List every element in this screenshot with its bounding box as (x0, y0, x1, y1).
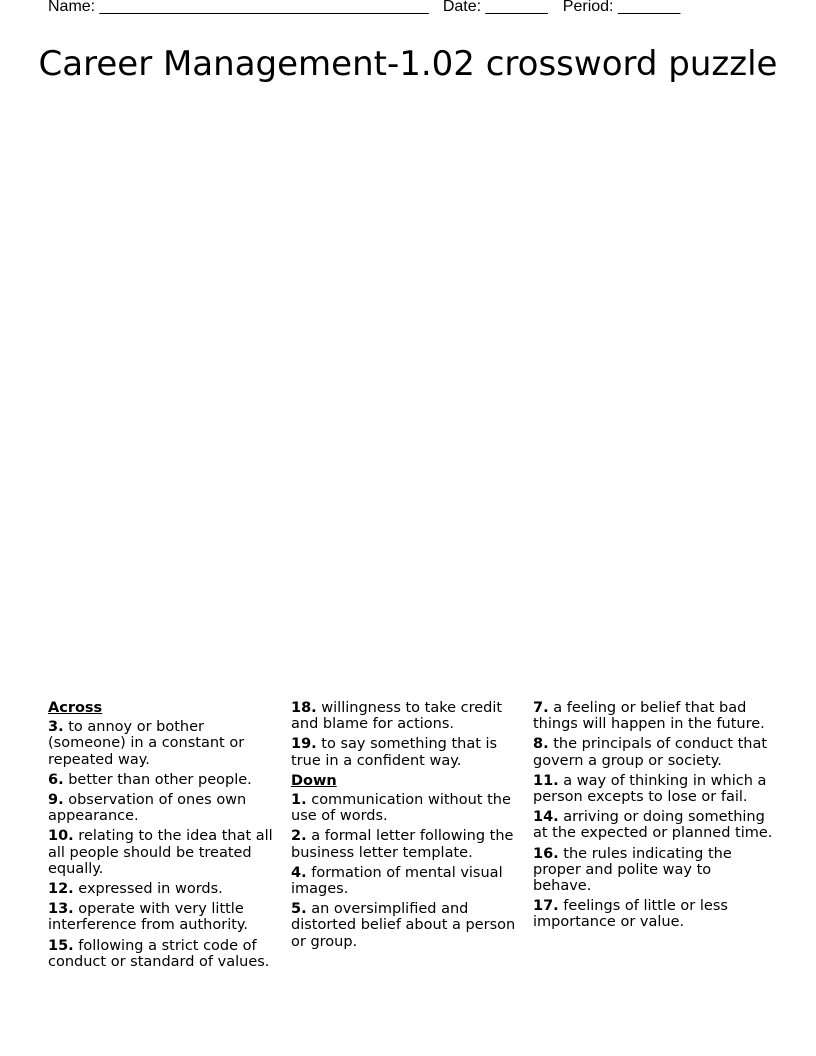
clue-number: 2. (291, 828, 307, 845)
clue-number: 4. (291, 864, 307, 881)
down-heading: Down (291, 772, 337, 789)
clue-text: observation of ones own appearance. (48, 792, 247, 825)
clue-number: 3. (48, 719, 64, 736)
clue-across-10 (48, 828, 284, 877)
clue-text: the principals of conduct that govern a group or society. (533, 736, 768, 769)
clue-text: to say something that is true in a confident way. (291, 736, 498, 769)
clue-text: arriving or doing something at the expected or planned time. (533, 809, 773, 842)
clue-down-8 (533, 736, 773, 768)
clue-text: formation of mental visual images. (291, 864, 503, 898)
clue-text: relating to the idea that all all people should be treated equally. (48, 828, 273, 877)
clue-across-19 (291, 736, 525, 768)
clue-number: 16. (533, 845, 559, 862)
crossword-grid-area (48, 100, 768, 690)
clue-across-6 (48, 772, 284, 788)
clue-across-18 (291, 700, 525, 732)
clue-text: following a strict code of conduct or standard of values. (48, 937, 270, 970)
clue-across-12 (48, 881, 284, 897)
clue-number: 12. (48, 881, 74, 898)
clue-text: to annoy or bother (someone) in a constant or repeated way. (48, 719, 245, 768)
clues-section (48, 700, 778, 970)
clue-down-5 (291, 901, 525, 950)
clue-down-17 (533, 898, 773, 930)
clue-number: 14. (533, 809, 559, 826)
clue-number: 5. (291, 901, 307, 918)
clue-down-11 (533, 773, 773, 805)
page-title: Career Management-1.02 crossword puzzle (38, 44, 778, 84)
clue-text: a way of thinking in which a person excepts to lose or fail. (533, 772, 767, 806)
across-heading: Across (48, 700, 103, 716)
clue-down-2 (291, 828, 525, 860)
clue-down-7 (533, 700, 773, 732)
clue-number: 7. (533, 700, 549, 716)
student-info-header (48, 0, 680, 16)
clue-text: feelings of little or less importance or value. (533, 898, 728, 931)
clue-down-14 (533, 809, 773, 841)
clue-text: a feeling or belief that bad things will happen in the future. (533, 700, 765, 733)
clues-column-1 (48, 700, 284, 974)
clue-number: 19. (291, 736, 317, 753)
clue-number: 1. (291, 792, 307, 809)
clue-text: a formal letter following the business letter template. (291, 828, 514, 861)
clue-number: 17. (533, 898, 559, 915)
clue-number: 11. (533, 772, 559, 789)
period-field-label: Period: _______ (562, 0, 681, 15)
clue-number: 18. (291, 700, 317, 716)
clue-across-9 (48, 792, 284, 824)
clues-column-3 (533, 700, 773, 935)
clue-number: 13. (48, 901, 74, 918)
clue-number: 6. (48, 771, 64, 788)
clue-across-3 (48, 719, 284, 768)
clue-text: the rules indicating the proper and polite way to behave. (533, 845, 732, 895)
clue-number: 9. (48, 792, 64, 809)
clue-text: communication without the use of words. (291, 792, 511, 825)
clue-down-4 (291, 865, 525, 897)
clue-number: 8. (533, 736, 549, 753)
clue-text: operate with very little interference from authority. (48, 901, 249, 934)
name-field-label: Name: _____________________________________ (48, 0, 429, 15)
clue-down-16 (533, 846, 773, 895)
clue-number: 15. (48, 937, 74, 954)
clue-text: better than other people. (68, 771, 252, 788)
clue-text: an oversimplified and distorted belief about a person or group. (291, 901, 516, 950)
clue-across-15 (48, 938, 284, 970)
clue-text: willingness to take credit and blame for actions. (291, 700, 503, 733)
clue-across-13 (48, 901, 284, 933)
clues-column-2 (291, 700, 525, 954)
date-field-label: Date: _______ (442, 0, 548, 15)
clue-number: 10. (48, 828, 74, 845)
clue-text: expressed in words. (78, 881, 223, 898)
clue-down-1 (291, 792, 525, 824)
